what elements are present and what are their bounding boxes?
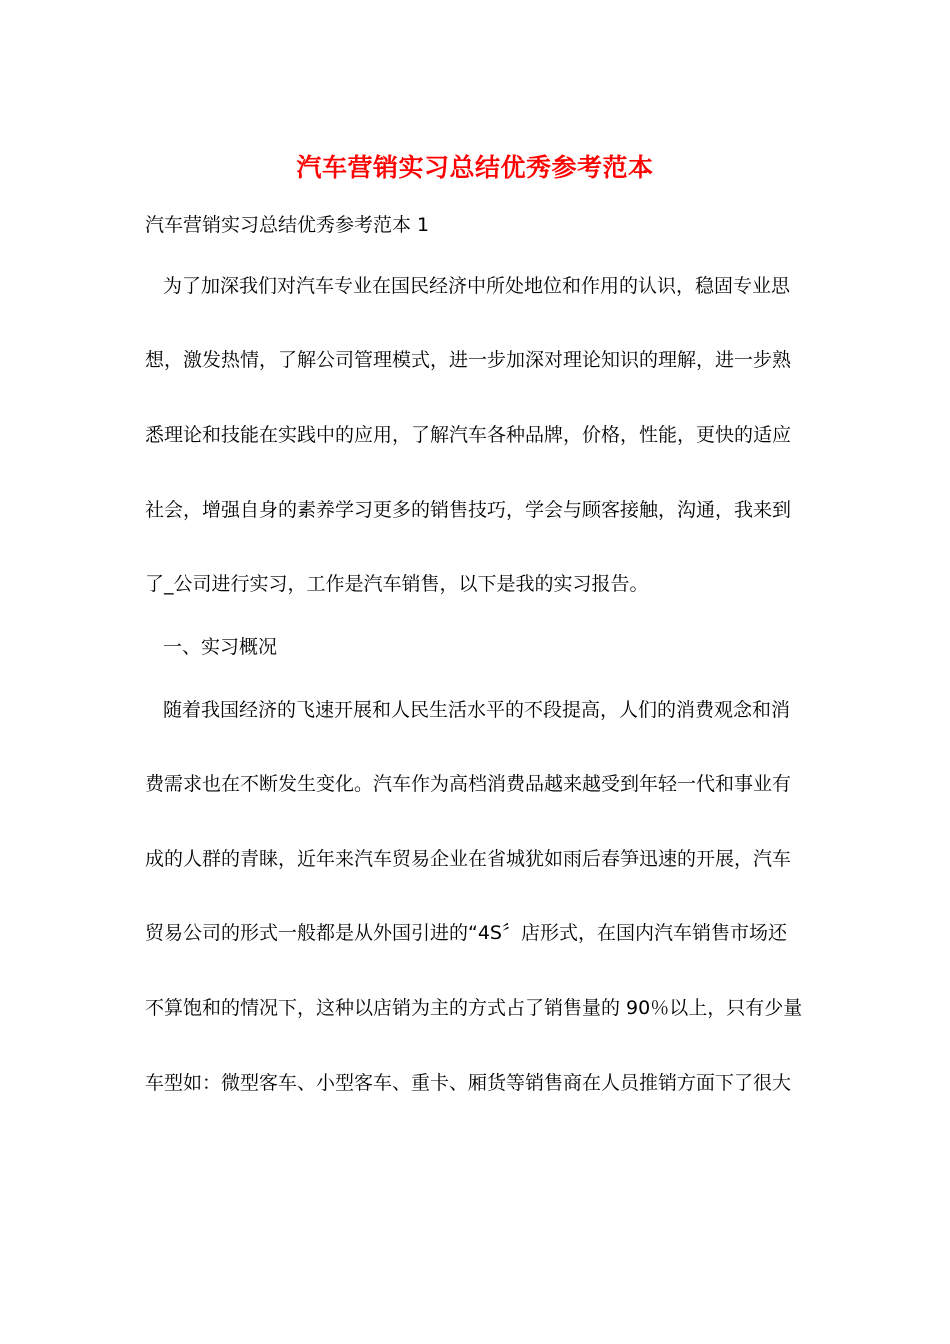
paragraph-line: 随着我国经济的飞速开展和人民生活水平的不段提高，人们的消费观念和消: [163, 699, 791, 721]
paragraph-line: 为了加深我们对汽车专业在国民经济中所处地位和作用的认识，稳固专业思: [163, 275, 791, 297]
paragraph-line: 贸易公司的形式一般都是从外国引进的“4S〞店形式，在国内汽车销售市场还: [145, 922, 787, 944]
paragraph-line: 车型如：微型客车、小型客车、重卡、厢货等销售商在人员推销方面下了很大: [145, 1072, 792, 1094]
paragraph-line: 成的人群的青睐，近年来汽车贸易企业在省城犹如雨后春笋迅速的开展，汽车: [145, 848, 792, 870]
paragraph-line: 了_公司进行实习，工作是汽车销售，以下是我的实习报告。: [145, 573, 649, 595]
paragraph-line: 想，激发热情，了解公司管理模式，进一步加深对理论知识的理解，进一步熟: [145, 349, 792, 371]
document-title: 汽车营销实习总结优秀参考范本: [296, 153, 654, 182]
document-subtitle: 汽车营销实习总结优秀参考范本 1: [145, 214, 430, 236]
paragraph-line: 悉理论和技能在实践中的应用，了解汽车各种品牌，价格，性能，更快的适应: [145, 424, 792, 446]
paragraph-line: 不算饱和的情况下，这种以店销为主的方式占了销售量的 90％以上，只有少量: [145, 997, 803, 1019]
paragraph-line: 社会，增强自身的素养学习更多的销售技巧，学会与顾客接触，沟通，我来到: [145, 499, 792, 521]
section-heading: 一、实习概况: [163, 636, 278, 658]
paragraph-line: 费需求也在不断发生变化。汽车作为高档消费品越来越受到年轻一代和事业有: [145, 773, 792, 795]
